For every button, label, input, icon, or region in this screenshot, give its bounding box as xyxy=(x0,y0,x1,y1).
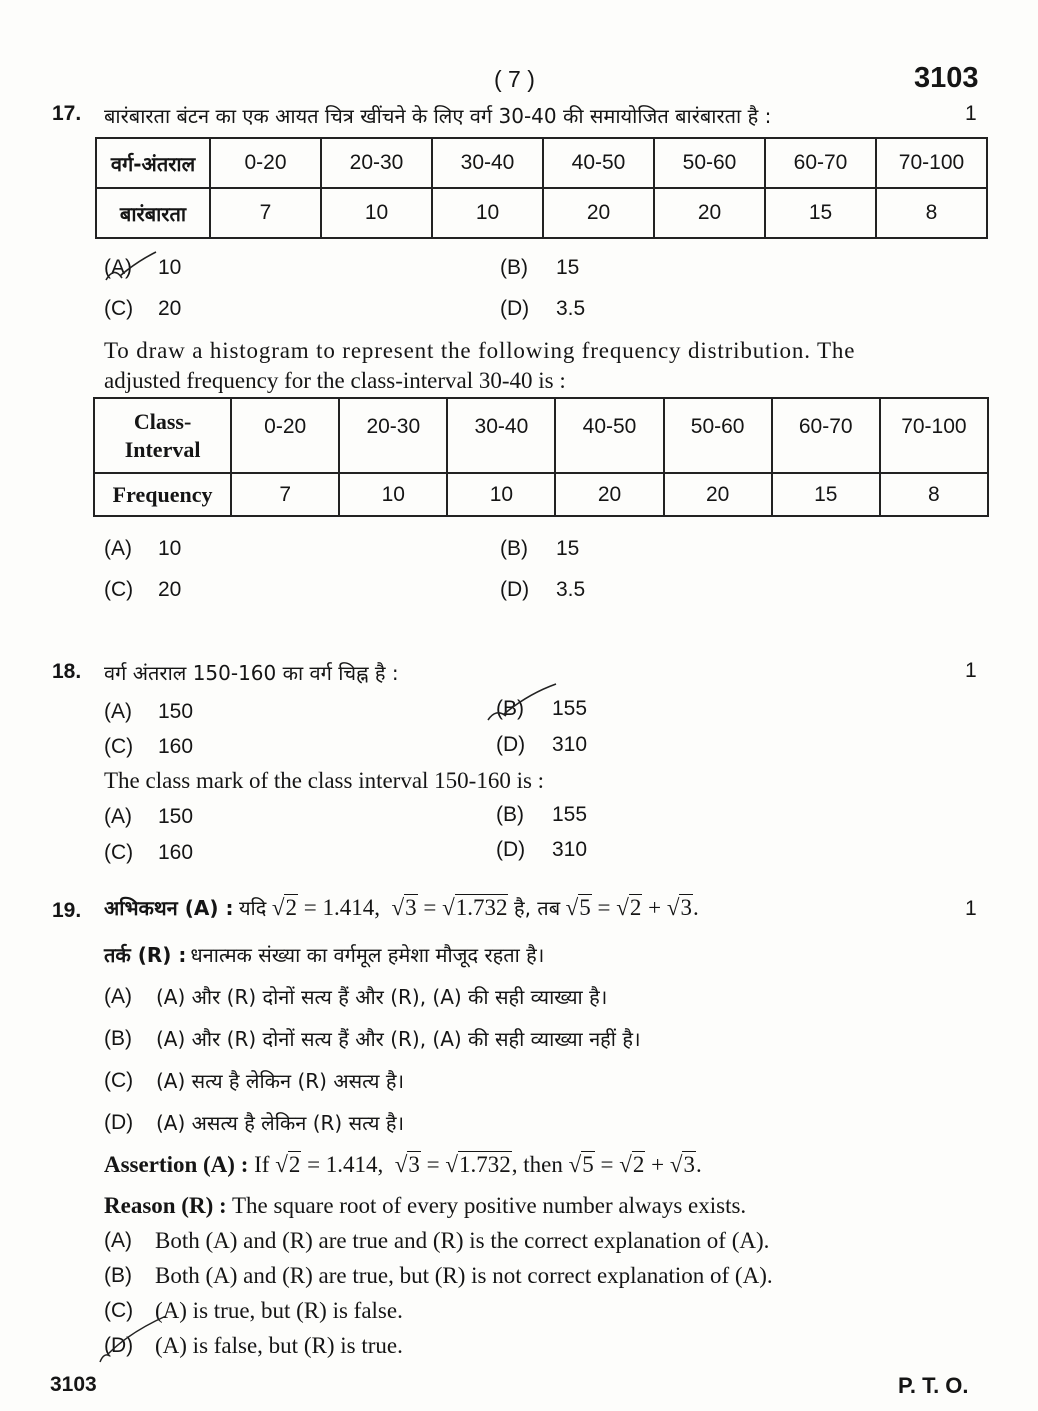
table-cell: 20-30 xyxy=(321,138,432,188)
q19-hindi-assertion xyxy=(104,894,699,921)
q18-marks: 1 xyxy=(965,659,977,682)
assertion-math: √2 = 1.414, √3 = √1.732 xyxy=(271,895,508,920)
math-text: = xyxy=(420,1152,446,1177)
reason-label-hi: तर्क (R) : xyxy=(104,943,187,967)
table-cell: 50-60 xyxy=(654,138,765,188)
q19-english-reason xyxy=(104,1193,746,1219)
q17-option-a: 10 xyxy=(158,256,182,279)
reason-label-en: Reason (R) : xyxy=(104,1193,227,1218)
question-number-17: 17. xyxy=(52,102,82,125)
math-text: + xyxy=(642,895,667,920)
paper-code: 3103 xyxy=(914,62,979,94)
table-row xyxy=(94,473,988,516)
q17-hindi-text: बारंबारता बंटन का एक आयत चित्र खींचने के लिए वर्ग 30-40 की समायोजित बारंबारता है : xyxy=(104,104,772,128)
q18-option-a: 150 xyxy=(158,700,194,723)
table-cell: 20 xyxy=(555,473,663,516)
pto-label: P. T. O. xyxy=(898,1373,969,1398)
q18-en-option-c: 160 xyxy=(158,841,194,864)
q17-frequency-table-hindi xyxy=(95,137,988,239)
q19-en-option-d-label: (D) xyxy=(104,1334,134,1357)
question-number-19: 19. xyxy=(52,899,82,922)
q19-en-option-b: Both (A) and (R) are true, but (R) is not correct explanation of (A). xyxy=(155,1263,773,1288)
q19-option-b-label: (B) xyxy=(104,1027,132,1050)
table-cell: 70-100 xyxy=(880,398,988,473)
q18-option-c: 160 xyxy=(158,735,194,758)
q18-option-d: 310 xyxy=(552,733,588,756)
assertion-math-en-2: √5 = √2 + √3. xyxy=(568,1152,702,1177)
if-word-en: If xyxy=(254,1152,270,1177)
class-header-line-2: Interval xyxy=(124,436,201,462)
table-header-class-interval xyxy=(94,398,231,473)
table-cell: 60-70 xyxy=(772,398,880,473)
math-text: . xyxy=(692,895,699,920)
q18-option-b: 155 xyxy=(552,697,588,720)
then-word-hi: है, तब xyxy=(513,896,561,920)
table-cell: 40-50 xyxy=(555,398,663,473)
table-cell: 20 xyxy=(664,473,772,516)
assertion-math-en: √2 = 1.414, √3 = √1.732 xyxy=(275,1152,511,1177)
math-text: + xyxy=(645,1152,670,1177)
assertion-label-hi: अभिकथन (A) : xyxy=(104,896,234,920)
table-cell: 20 xyxy=(654,188,765,238)
pen-tick-mark-icon xyxy=(96,1312,176,1364)
table-cell: 0-20 xyxy=(231,398,339,473)
q17-english-line-2: adjusted frequency for the class-interval 30-40 is : xyxy=(104,368,566,393)
radicand: 1.732 xyxy=(459,1152,511,1177)
math-text: = 1.414, xyxy=(301,1152,384,1177)
table-header-frequency: बारंबारता xyxy=(96,188,210,238)
q19-option-a-label: (A) xyxy=(104,985,132,1008)
q17-en-option-c: 20 xyxy=(158,578,182,601)
q17-option-d-label: (D) xyxy=(500,297,530,320)
q18-en-option-d-label: (D) xyxy=(496,838,526,861)
q19-en-option-d: (A) is false, but (R) is true. xyxy=(155,1333,403,1358)
q18-en-option-b-label: (B) xyxy=(496,803,524,826)
math-text: = xyxy=(417,895,443,920)
q19-option-d-label: (D) xyxy=(104,1111,134,1134)
table-row xyxy=(96,188,987,238)
table-cell: 15 xyxy=(772,473,880,516)
if-word-hi: यदि xyxy=(238,896,267,920)
q17-en-option-a-label: (A) xyxy=(104,537,132,560)
q19-marks: 1 xyxy=(965,897,977,920)
q17-option-c-label: (C) xyxy=(104,297,134,320)
page-number: ( 7 ) xyxy=(494,66,535,92)
q19-option-c: (A) सत्य है लेकिन (R) असत्य है। xyxy=(156,1069,405,1093)
q17-option-a-label: (A) xyxy=(104,256,132,279)
table-cell: 40-50 xyxy=(543,138,654,188)
q17-option-b-label: (B) xyxy=(500,256,528,279)
table-cell: 60-70 xyxy=(765,138,876,188)
radicand: 5 xyxy=(579,895,591,920)
radicand: 5 xyxy=(582,1152,594,1177)
q19-option-c-label: (C) xyxy=(104,1069,134,1092)
reason-text-hi: धनात्मक संख्या का वर्गमूल हमेशा मौजूद रहता है। xyxy=(190,943,545,967)
q19-en-option-b-label: (B) xyxy=(104,1264,132,1287)
q17-en-option-a: 10 xyxy=(158,537,182,560)
table-cell: 10 xyxy=(432,188,543,238)
q18-option-d-label: (D) xyxy=(496,733,526,756)
radicand: 3 xyxy=(408,1152,420,1177)
q19-hindi-reason xyxy=(104,941,544,968)
radicand: 3 xyxy=(405,895,417,920)
reason-text-en: The square root of every positive number always exists. xyxy=(232,1193,747,1218)
pen-tick-mark-icon xyxy=(100,248,160,288)
radicand: 2 xyxy=(629,895,642,920)
q19-en-option-a: Both (A) and (R) are true and (R) is the correct explanation of (A). xyxy=(155,1228,770,1253)
pen-tick-mark-icon xyxy=(482,682,562,724)
table-cell: 10 xyxy=(321,188,432,238)
assertion-label-en: Assertion (A) : xyxy=(104,1152,249,1177)
q17-option-c: 20 xyxy=(158,297,182,320)
radicand: 3 xyxy=(680,895,692,920)
table-cell: 10 xyxy=(447,473,555,516)
q17-marks: 1 xyxy=(965,102,977,125)
table-cell: 30-40 xyxy=(447,398,555,473)
class-header-line-1: Class- xyxy=(133,408,192,434)
math-text: = xyxy=(591,895,617,920)
q19-en-option-c: (A) is true, but (R) is false. xyxy=(155,1298,403,1323)
q19-option-d: (A) असत्य है लेकिन (R) सत्य है। xyxy=(156,1111,405,1135)
assertion-math-2: √5 = √2 + √3. xyxy=(565,895,699,920)
q19-en-option-a-label: (A) xyxy=(104,1229,132,1252)
math-text: . xyxy=(695,1152,702,1177)
then-word-en: , then xyxy=(511,1152,563,1177)
q18-hindi-text: वर्ग अंतराल 150-160 का वर्ग चिह्न है : xyxy=(104,661,399,685)
q19-en-option-c-label: (C) xyxy=(104,1299,134,1322)
table-cell: 20-30 xyxy=(339,398,447,473)
math-text: = xyxy=(594,1152,620,1177)
math-text: = 1.414, xyxy=(297,895,380,920)
q19-option-b: (A) और (R) दोनों सत्य हैं और (R), (A) की सही व्याख्या नहीं है। xyxy=(156,1027,641,1051)
table-cell: 0-20 xyxy=(210,138,321,188)
q17-option-d: 3.5 xyxy=(556,297,586,320)
q19-english-assertion xyxy=(104,1152,702,1178)
table-cell: 15 xyxy=(765,188,876,238)
table-cell: 7 xyxy=(231,473,339,516)
radicand: 2 xyxy=(288,1152,301,1177)
radicand: 1.732 xyxy=(455,895,508,920)
q18-option-c-label: (C) xyxy=(104,735,134,758)
table-header-frequency: Frequency xyxy=(94,473,231,516)
q17-frequency-table-english xyxy=(93,397,989,517)
q17-en-option-d-label: (D) xyxy=(500,578,530,601)
table-cell: 8 xyxy=(880,473,988,516)
table-row xyxy=(94,398,988,473)
question-number-18: 18. xyxy=(52,660,82,683)
table-cell: 7 xyxy=(210,188,321,238)
q18-option-b-label: (B) xyxy=(496,697,524,720)
q18-english-text: The class mark of the class interval 150-160 is : xyxy=(104,768,545,793)
radicand: 2 xyxy=(632,1152,645,1177)
table-row xyxy=(96,138,987,188)
q18-en-option-c-label: (C) xyxy=(104,841,134,864)
q17-en-option-b: 15 xyxy=(556,537,580,560)
q18-en-option-b: 155 xyxy=(552,803,588,826)
table-cell: 70-100 xyxy=(876,138,987,188)
table-cell: 50-60 xyxy=(664,398,772,473)
q17-english-line-1: To draw a histogram to represent the following frequency distribution. The xyxy=(104,338,856,363)
footer-paper-code: 3103 xyxy=(50,1373,97,1396)
q19-option-a: (A) और (R) दोनों सत्य हैं और (R), (A) की सही व्याख्या है। xyxy=(156,985,608,1009)
radicand: 2 xyxy=(285,895,297,920)
q17-option-b: 15 xyxy=(556,256,580,279)
table-cell: 10 xyxy=(339,473,447,516)
q17-en-option-c-label: (C) xyxy=(104,578,134,601)
q18-en-option-a-label: (A) xyxy=(104,805,132,828)
q18-option-a-label: (A) xyxy=(104,700,132,723)
table-header-class-interval: वर्ग-अंतराल xyxy=(96,138,210,188)
table-cell: 20 xyxy=(543,188,654,238)
radicand: 3 xyxy=(683,1152,695,1177)
q17-en-option-d: 3.5 xyxy=(556,578,586,601)
table-cell: 8 xyxy=(876,188,987,238)
q17-en-option-b-label: (B) xyxy=(500,537,528,560)
q18-en-option-d: 310 xyxy=(552,838,588,861)
q18-en-option-a: 150 xyxy=(158,805,194,828)
table-cell: 30-40 xyxy=(432,138,543,188)
